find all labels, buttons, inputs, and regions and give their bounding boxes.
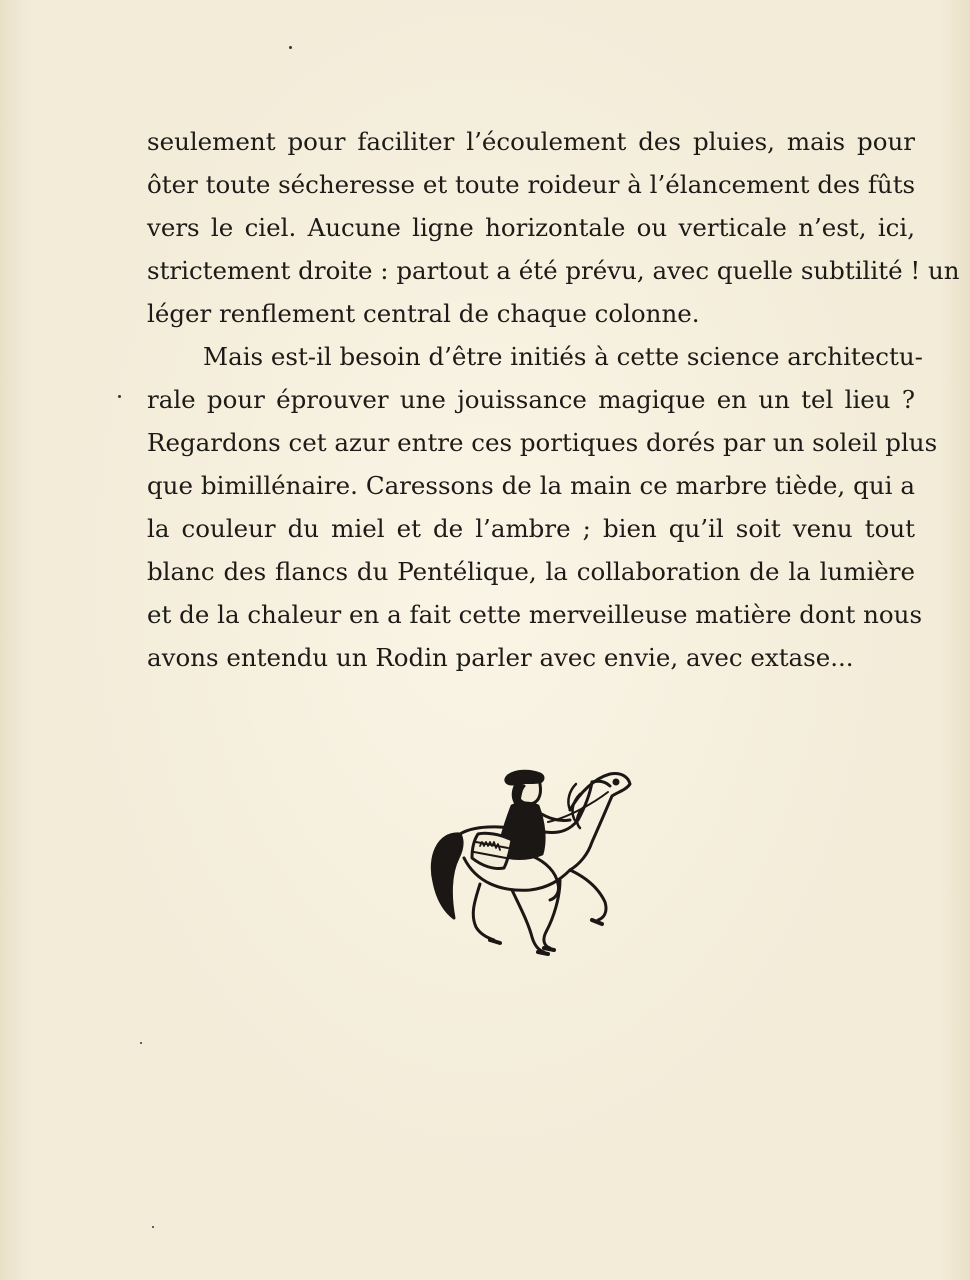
text-line: que bimillénaire. Caressons de la main ce marbre tiède, qui a xyxy=(147,471,915,500)
ink-speck xyxy=(289,46,292,49)
text-line: seulement pour faciliter l’écoulement des pluies, mais pour xyxy=(147,127,915,156)
text-line: Mais est-il besoin d’être initiés à cette science architectu- xyxy=(203,342,923,371)
ink-speck xyxy=(140,1042,142,1044)
text-line: strictement droite : partout a été prévu, avec quelle subtilité ! un xyxy=(147,256,960,285)
text-line: blanc des flancs du Pentélique, la collaboration de la lumière xyxy=(147,557,915,586)
text-line: vers le ciel. Aucune ligne horizontale ou verticale n’est, ici, xyxy=(147,213,915,242)
text-line: ôter toute sécheresse et toute roideur à l’élancement des fûts xyxy=(147,170,916,199)
ink-speck xyxy=(152,1226,154,1228)
text-line: avons entendu un Rodin parler avec envie, avec extase... xyxy=(147,643,854,672)
ink-speck xyxy=(118,395,121,398)
text-line: et de la chaleur en a fait cette merveilleuse matière dont nous xyxy=(147,600,923,629)
text-line: la couleur du miel et de l’ambre ; bien qu’il soit venu tout xyxy=(147,514,915,543)
horse-rider-vignette-icon xyxy=(420,762,635,962)
body-text xyxy=(147,120,960,679)
text-line: rale pour éprouver une jouissance magique en un tel lieu ? xyxy=(147,385,915,414)
text-line: léger renflement central de chaque colonne. xyxy=(147,299,700,328)
text-line: Regardons cet azur entre ces portiques dorés par un soleil plus xyxy=(147,428,938,457)
